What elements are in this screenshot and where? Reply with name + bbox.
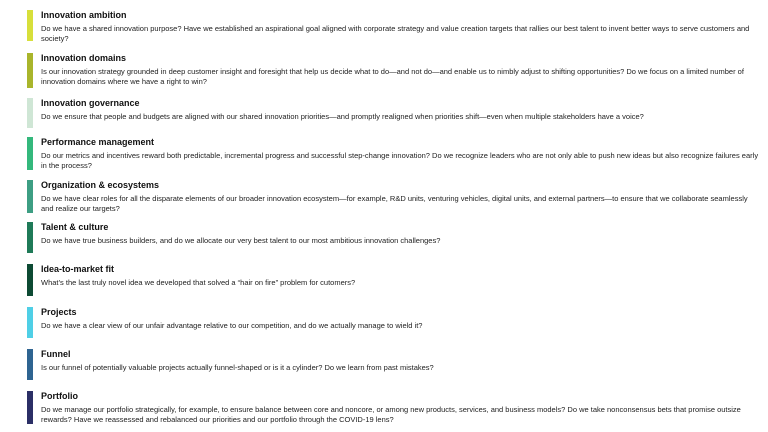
color-bar xyxy=(27,53,33,88)
item-title: Portfolio xyxy=(41,391,78,401)
color-bar xyxy=(27,137,33,170)
item-title: Innovation governance xyxy=(41,98,140,108)
item-description: Do we have true business builders, and do we allocate our very best talent to our most ambitious innovation challenges? xyxy=(41,236,441,245)
item-description: Do we have clear roles for all the disparate elements of our broader innovation ecosystem—for example, R&D units, venturing vehicles, digital units, and external partners—to ensure that we collaborate seamlessly and realize our targets? xyxy=(41,194,748,213)
color-bar xyxy=(27,222,33,253)
item-title: Idea-to-market fit xyxy=(41,264,115,274)
item-description: Is our innovation strategy grounded in deep customer insight and foresight that help us decide what to do—and not do—and enable us to nimbly adjust to shifting opportunities? Do we focus on a limited number of innovation domains where we have a right to win? xyxy=(41,67,744,86)
item-title: Innovation ambition xyxy=(41,10,127,20)
color-bar xyxy=(27,98,33,128)
color-bar xyxy=(27,391,33,424)
item-title: Organization & ecosystems xyxy=(41,180,160,190)
item-description: Do we ensure that people and budgets are aligned with our shared innovation priorities—and promptly realigned when priorities shift—even when multiple stakeholders have a voice? xyxy=(41,112,644,121)
item-description: Do we have a shared innovation purpose? Have we established an aspirational goal aligned with corporate strategy and value creation targets that rallies our best talent to invent better ways to serve customers and society? xyxy=(41,24,750,43)
item-description: Do we have a clear view of our unfair advantage relative to our competition, and do we actually manage to wield it? xyxy=(41,321,423,330)
color-bar xyxy=(27,10,33,41)
item-description: Do we manage our portfolio strategically, for example, to ensure balance between core and noncore, or among new products, services, and business models? Do we take nonconsensus bets that promise outsize rewards? Have we reassessed and rebalanced our priorities and our portfolio through the COVID-19 lens? xyxy=(41,405,741,424)
item-description: What’s the last truly novel idea we developed that solved a “hair on fire” problem for cutomers? xyxy=(41,278,356,287)
item-title: Innovation domains xyxy=(41,53,127,63)
color-bar xyxy=(27,307,33,338)
item-title: Performance management xyxy=(41,137,155,147)
item-description: Is our funnel of potentially valuable projects actually funnel-shaped or is it a cylinder? Do we learn from past mistakes? xyxy=(41,363,434,372)
color-bar xyxy=(27,264,33,296)
item-title: Funnel xyxy=(41,349,71,359)
color-bar xyxy=(27,349,33,380)
item-description: Do our metrics and incentives reward both predictable, incremental progress and successful step-change innovation? Do we recognize leaders who are not only able to push new ideas but also recognize failures early in the process? xyxy=(41,151,759,170)
item-title: Talent & culture xyxy=(41,222,109,232)
item-title: Projects xyxy=(41,307,77,317)
color-bar xyxy=(27,180,33,213)
